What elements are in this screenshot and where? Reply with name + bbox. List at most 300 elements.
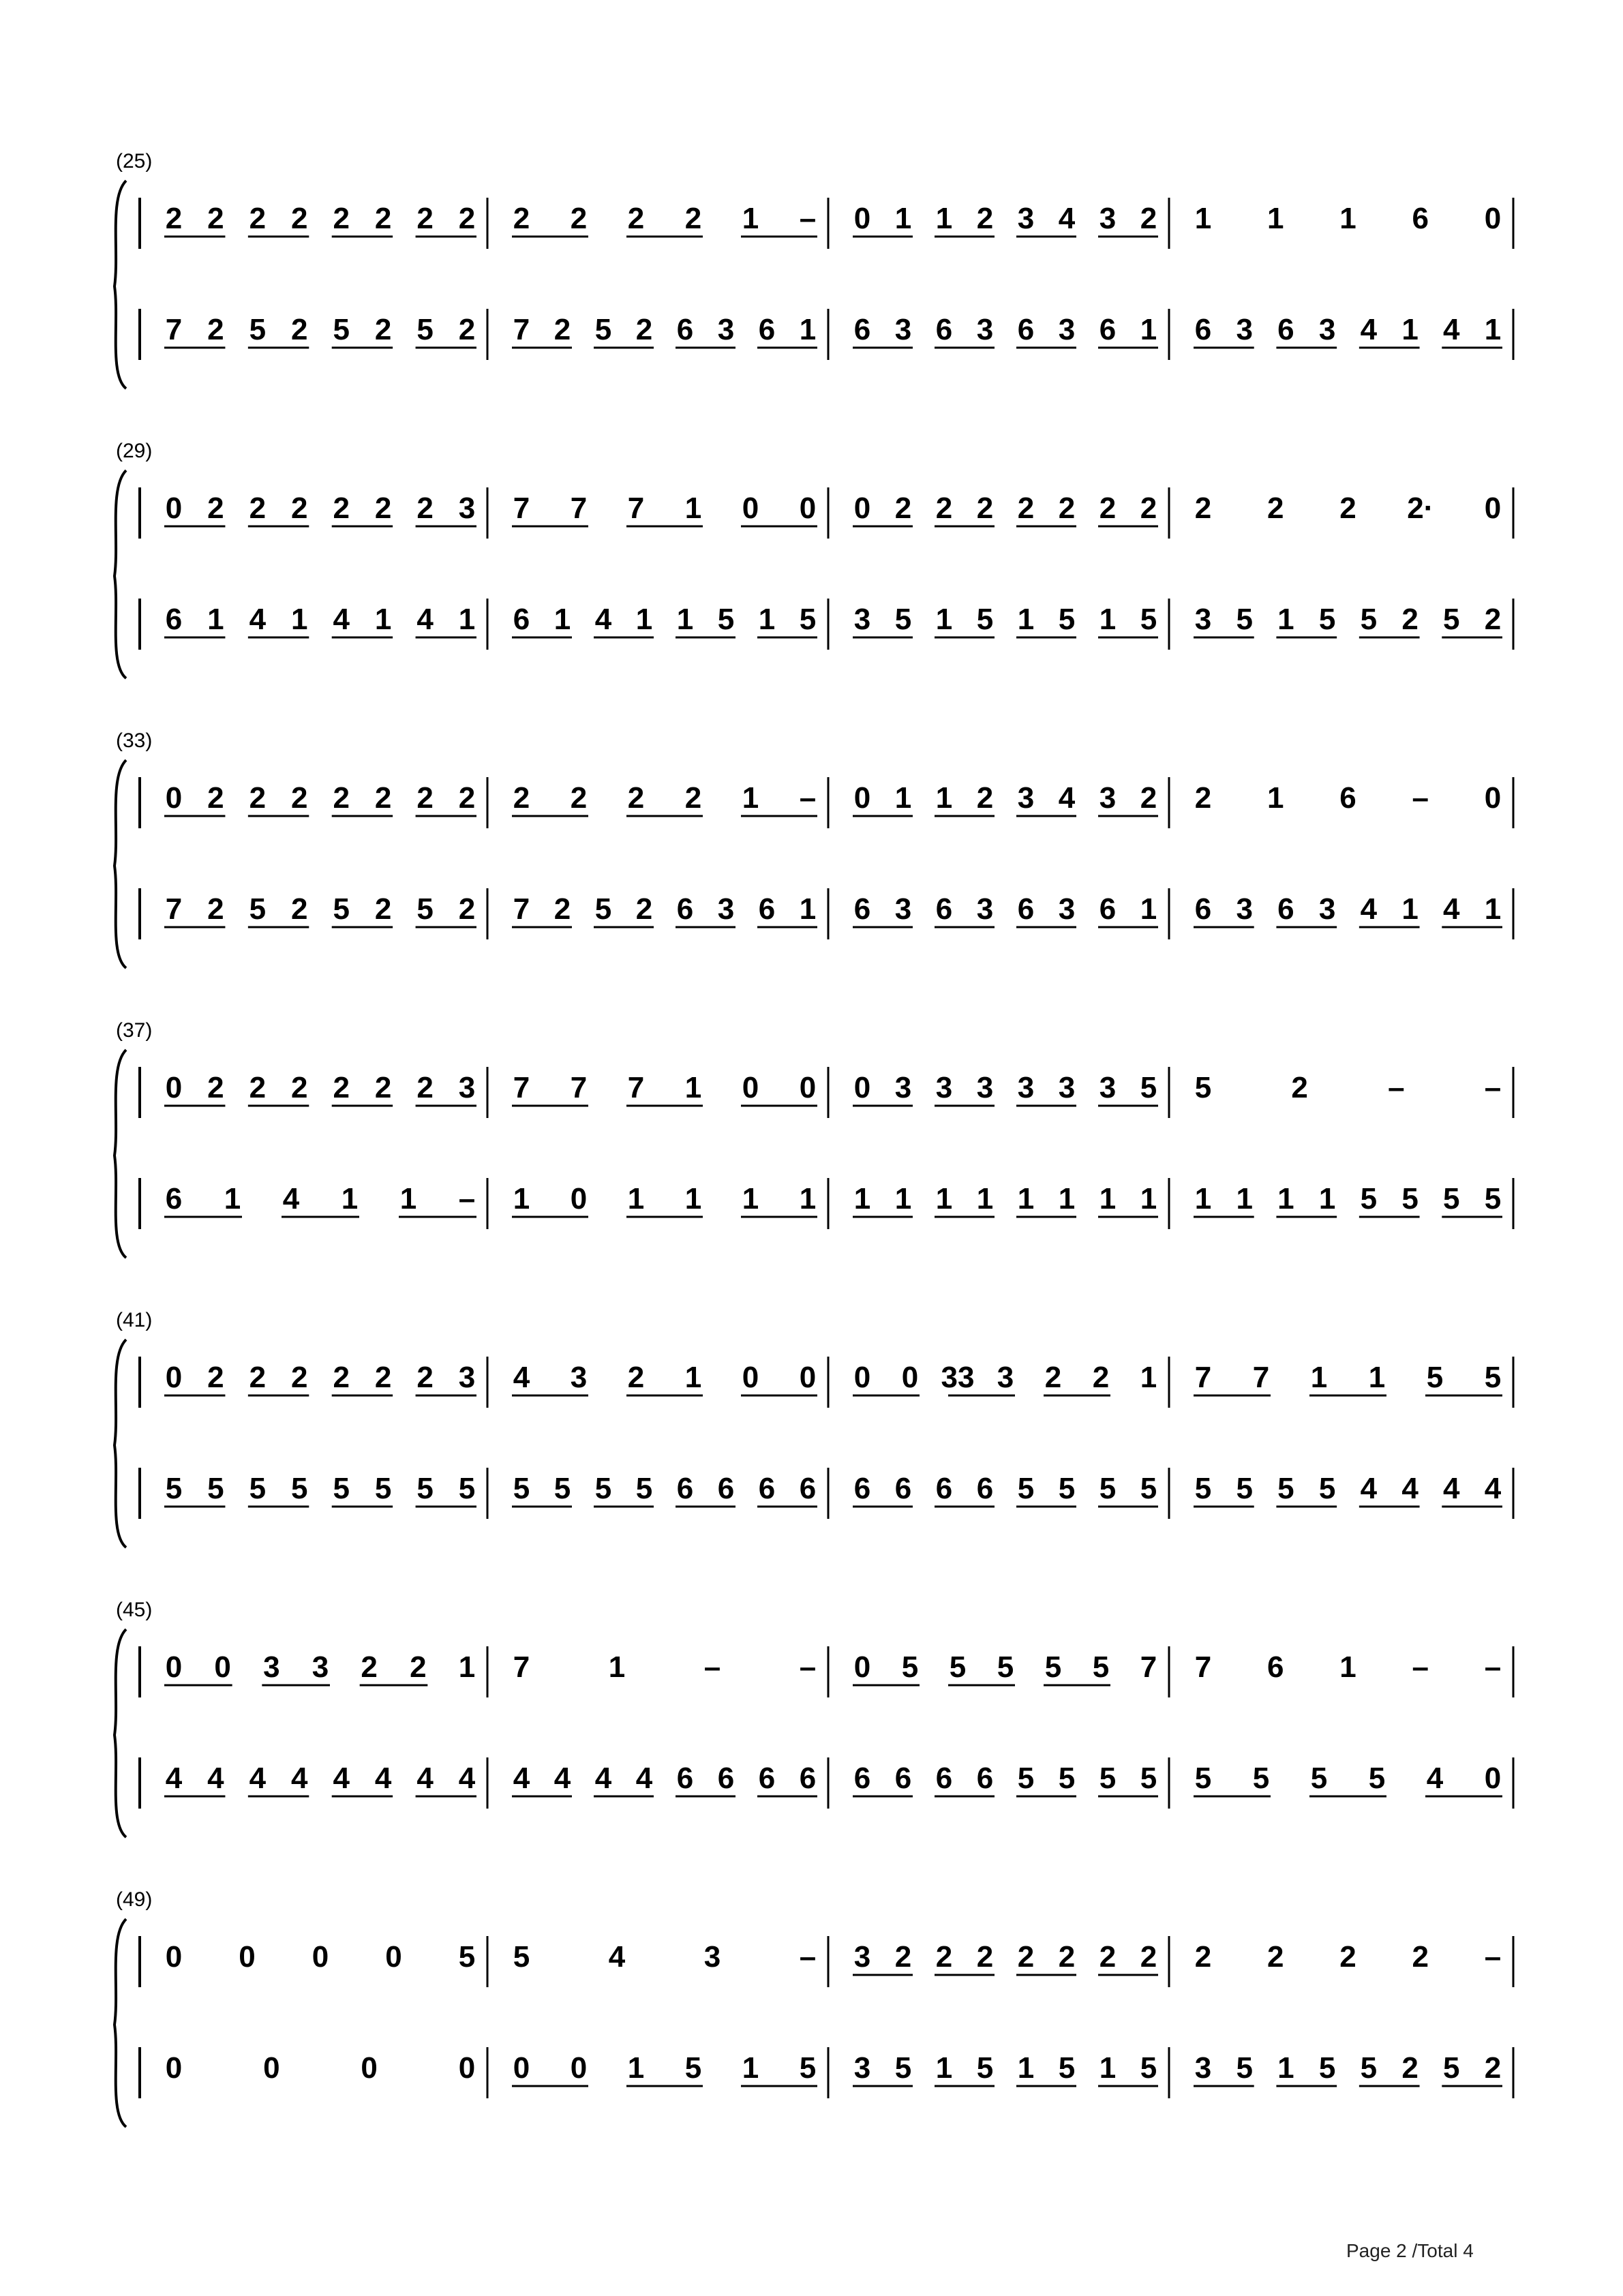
lower-note: 6 — [758, 313, 776, 346]
lower-note: 2 — [553, 313, 571, 346]
upper-note: 2 — [894, 492, 912, 525]
lower-note: 5 — [1140, 1472, 1157, 1505]
upper-note: 3 — [458, 1071, 476, 1104]
upper-note: 3 — [935, 1071, 953, 1104]
upper-note: 2 — [416, 781, 434, 815]
lower-note: 4 — [635, 1762, 653, 1795]
upper-note: 2 — [291, 781, 308, 815]
lower-note: 1 — [341, 1182, 359, 1215]
lower-note: 4 — [1360, 1472, 1378, 1505]
upper-note: 1 — [684, 1361, 702, 1394]
lower-note: 4 — [291, 1762, 308, 1795]
upper-note: 1 — [458, 1650, 476, 1684]
system — [0, 150, 1623, 409]
upper-note: 2 — [361, 1650, 378, 1684]
lower-note: 6 — [165, 1182, 183, 1215]
measure-number: (37) — [116, 1019, 153, 1042]
upper-note: 3 — [976, 1071, 994, 1104]
lower-note: 4 — [1484, 1472, 1502, 1505]
lower-note: 1 — [1277, 603, 1294, 636]
lower-note: 0 — [165, 2051, 183, 2085]
lower-note: 3 — [1194, 2051, 1212, 2085]
lower-note: 5 — [249, 313, 267, 346]
lower-note: 6 — [1277, 892, 1294, 926]
lower-note: 2 — [553, 892, 571, 926]
upper-note: 0 — [312, 1940, 329, 1974]
measure-number: (49) — [116, 1888, 153, 1911]
upper-note: 2 — [935, 1940, 953, 1974]
lower-note: 2 — [374, 313, 392, 346]
lower-note: 1 — [935, 603, 953, 636]
upper-note: 2 — [570, 202, 588, 235]
lower-note: 5 — [513, 1472, 530, 1505]
upper-note: 4 — [1058, 781, 1076, 815]
lower-note: 3 — [1318, 892, 1336, 926]
lower-note: 4 — [1401, 1472, 1419, 1505]
upper-note: 5 — [1140, 1071, 1157, 1104]
lower-note: 6 — [935, 892, 953, 926]
measure-number: (29) — [116, 440, 153, 462]
lower-note: 6 — [894, 1762, 912, 1795]
upper-note: 3 — [263, 1650, 280, 1684]
upper-note: – — [799, 781, 817, 815]
lower-note: 5 — [1140, 1762, 1157, 1795]
lower-note: 1 — [627, 2051, 645, 2085]
measure-number: (25) — [116, 150, 153, 172]
system-staff — [0, 1888, 1623, 2147]
upper-note: 0 — [239, 1940, 256, 1974]
lower-note: 2 — [1401, 603, 1419, 636]
upper-note: 5 — [513, 1940, 530, 1974]
upper-note: 6 — [1339, 781, 1356, 815]
lower-note: 1 — [1140, 313, 1157, 346]
upper-note: 2 — [333, 1361, 350, 1394]
system — [0, 1019, 1623, 1278]
lower-note: 6 — [1194, 892, 1212, 926]
upper-note: 0 — [853, 492, 871, 525]
upper-note: 1 — [1310, 1361, 1328, 1394]
lower-note: 1 — [799, 313, 817, 346]
upper-note: – — [1484, 1071, 1502, 1104]
lower-note: 4 — [333, 603, 350, 636]
lower-note: 0 — [570, 1182, 588, 1215]
upper-note: 0 — [165, 1650, 183, 1684]
upper-note: 2 — [249, 1361, 267, 1394]
upper-note: – — [1412, 781, 1429, 815]
lower-note: 5 — [553, 1472, 571, 1505]
upper-note: 4 — [608, 1940, 626, 1974]
lower-note: 4 — [1443, 1472, 1460, 1505]
lower-note: 6 — [799, 1472, 817, 1505]
lower-note: 1 — [374, 603, 392, 636]
upper-note: 3 — [1099, 1071, 1117, 1104]
upper-note: 2 — [1194, 1940, 1212, 1974]
lower-note: 1 — [1099, 1182, 1117, 1215]
upper-note: 0 — [799, 1071, 817, 1104]
upper-note: 1 — [1339, 1650, 1356, 1684]
upper-note: 3 — [312, 1650, 329, 1684]
lower-note: 4 — [513, 1762, 530, 1795]
lower-note: 4 — [1360, 892, 1378, 926]
lower-note: 1 — [742, 2051, 759, 2085]
lower-note: 5 — [1318, 2051, 1336, 2085]
lower-note: 1 — [399, 1182, 417, 1215]
system-staff — [0, 1599, 1623, 1858]
upper-note: 7 — [513, 492, 530, 525]
lower-note: 1 — [976, 1182, 994, 1215]
lower-note: 1 — [1318, 1182, 1336, 1215]
lower-note: 5 — [374, 1472, 392, 1505]
lower-note: 1 — [1484, 313, 1502, 346]
lower-note: 1 — [1277, 1182, 1294, 1215]
lower-note: 6 — [717, 1762, 735, 1795]
upper-note: 1 — [684, 1071, 702, 1104]
lower-note: 6 — [853, 892, 871, 926]
upper-note: 2 — [1017, 1940, 1035, 1974]
lower-note: 4 — [249, 603, 267, 636]
lower-note: 6 — [1017, 892, 1035, 926]
upper-note: 0 — [742, 1071, 759, 1104]
lower-note: 5 — [1058, 2051, 1076, 2085]
staff-brace — [115, 1629, 126, 1837]
upper-note: 1 — [1267, 781, 1284, 815]
upper-note: 2 — [570, 781, 588, 815]
lower-note: 1 — [799, 1182, 817, 1215]
lower-note: 6 — [165, 603, 183, 636]
upper-note: 2 — [291, 202, 308, 235]
upper-note: 2 — [513, 202, 530, 235]
upper-note: 2 — [410, 1650, 427, 1684]
upper-note: 7 — [627, 1071, 645, 1104]
lower-note: 6 — [853, 313, 871, 346]
upper-note: 2 — [416, 1361, 434, 1394]
lower-note: 4 — [1426, 1762, 1444, 1795]
upper-note: 2 — [207, 781, 224, 815]
lower-note: 6 — [935, 1472, 953, 1505]
lower-note: 5 — [799, 603, 817, 636]
upper-note: 2 — [513, 781, 530, 815]
lower-note: 1 — [1140, 892, 1157, 926]
lower-note: 2 — [374, 892, 392, 926]
lower-note: 5 — [1360, 603, 1378, 636]
lower-note: 6 — [1099, 892, 1117, 926]
lower-note: 6 — [676, 1472, 694, 1505]
lower-note: 5 — [333, 892, 350, 926]
upper-note: 2 — [249, 781, 267, 815]
lower-note: 6 — [758, 1762, 776, 1795]
system — [0, 1309, 1623, 1568]
staff-brace — [115, 1340, 126, 1547]
upper-note: 1 — [742, 781, 759, 815]
upper-note: 2 — [333, 202, 350, 235]
lower-note: 4 — [594, 1762, 612, 1795]
upper-note: 2 — [374, 492, 392, 525]
upper-note: 6 — [1267, 1650, 1284, 1684]
staff-brace — [115, 760, 126, 968]
lower-note: 6 — [853, 1762, 871, 1795]
upper-note: 0 — [385, 1940, 402, 1974]
lower-note: 4 — [1443, 892, 1460, 926]
lower-note: 4 — [458, 1762, 476, 1795]
lower-note: 5 — [1401, 1182, 1419, 1215]
upper-note: 2 — [416, 492, 434, 525]
system-staff — [0, 729, 1623, 988]
lower-note: 1 — [684, 1182, 702, 1215]
upper-note: 5 — [1484, 1361, 1502, 1394]
lower-note: 3 — [853, 2051, 871, 2085]
lower-note: 3 — [1058, 313, 1076, 346]
lower-note: 5 — [1140, 2051, 1157, 2085]
upper-note: 0 — [853, 1650, 871, 1684]
lower-note: 0 — [513, 2051, 530, 2085]
lower-note: 4 — [416, 1762, 434, 1795]
lower-note: 5 — [1017, 1762, 1035, 1795]
upper-note: 2 — [207, 1361, 224, 1394]
upper-note: 3 — [703, 1940, 721, 1974]
system — [0, 440, 1623, 699]
lower-note: 5 — [717, 603, 735, 636]
upper-note: 0 — [853, 781, 871, 815]
lower-note: 4 — [594, 603, 612, 636]
upper-note: 2 — [249, 1071, 267, 1104]
upper-note: 2 — [1058, 1940, 1076, 1974]
upper-note: 2 — [333, 492, 350, 525]
staff-brace — [115, 1050, 126, 1258]
lower-note: 5 — [1236, 2051, 1253, 2085]
upper-note: 2 — [207, 492, 224, 525]
upper-note: 1 — [1267, 202, 1284, 235]
lower-note: 3 — [853, 603, 871, 636]
lower-note: 1 — [1017, 1182, 1035, 1215]
system-staff — [0, 1019, 1623, 1278]
upper-note: 0 — [853, 1071, 871, 1104]
lower-note: 5 — [894, 603, 912, 636]
upper-note: 2 — [416, 1071, 434, 1104]
upper-note: 1 — [894, 781, 912, 815]
lower-note: 5 — [333, 1472, 350, 1505]
upper-note: 5 — [949, 1650, 967, 1684]
upper-note: – — [799, 202, 817, 235]
lower-note: 5 — [1058, 603, 1076, 636]
lower-note: 3 — [1236, 313, 1253, 346]
upper-note: 2 — [1017, 492, 1035, 525]
lower-note: 1 — [935, 2051, 953, 2085]
upper-note: 7 — [1194, 1650, 1212, 1684]
upper-note: 3 — [458, 1361, 476, 1394]
upper-note: 0 — [214, 1650, 231, 1684]
upper-note: 2 — [976, 781, 994, 815]
lower-note: 1 — [799, 892, 817, 926]
lower-note: 6 — [935, 1762, 953, 1795]
upper-note: 0 — [1484, 492, 1502, 525]
upper-note: 7 — [570, 492, 588, 525]
upper-note: 6 — [1412, 202, 1429, 235]
lower-note: 5 — [1360, 2051, 1378, 2085]
upper-note: 5 — [1092, 1650, 1110, 1684]
upper-note: 2 — [291, 1361, 308, 1394]
upper-note: 2 — [333, 1071, 350, 1104]
lower-note: 2 — [1401, 2051, 1419, 2085]
upper-note: 2 — [291, 492, 308, 525]
lower-note: 5 — [458, 1472, 476, 1505]
upper-note: 2· — [1407, 492, 1434, 525]
upper-note: 1 — [1339, 202, 1356, 235]
upper-note: 2 — [1339, 492, 1356, 525]
lower-note: 1 — [1099, 2051, 1117, 2085]
lower-note: 4 — [1443, 313, 1460, 346]
upper-note: – — [1388, 1071, 1405, 1104]
upper-note: 2 — [894, 1940, 912, 1974]
lower-note: 4 — [249, 1762, 267, 1795]
lower-note: 1 — [935, 1182, 953, 1215]
lower-note: 0 — [1484, 1762, 1502, 1795]
upper-note: – — [799, 1650, 817, 1684]
upper-note: 2 — [935, 492, 953, 525]
system-staff — [0, 440, 1623, 699]
lower-note: 7 — [165, 313, 183, 346]
upper-note: 2 — [1044, 1361, 1062, 1394]
upper-note: 2 — [165, 202, 183, 235]
upper-note: 3 — [1099, 781, 1117, 815]
upper-note: 3 — [570, 1361, 588, 1394]
lower-note: 5 — [207, 1472, 224, 1505]
lower-note: 2 — [458, 892, 476, 926]
upper-note: 2 — [458, 202, 476, 235]
lower-note: 7 — [165, 892, 183, 926]
lower-note: 5 — [1236, 603, 1253, 636]
lower-note: 5 — [416, 892, 434, 926]
upper-note: 2 — [976, 1940, 994, 1974]
upper-note: 3 — [458, 492, 476, 525]
upper-note: 3 — [1099, 202, 1117, 235]
lower-note: 5 — [416, 313, 434, 346]
upper-note: 2 — [1140, 202, 1157, 235]
upper-note: 1 — [1194, 202, 1212, 235]
measure-number: (45) — [116, 1599, 153, 1621]
upper-note: 1 — [1368, 1361, 1386, 1394]
lower-note: 6 — [799, 1762, 817, 1795]
lower-note: 4 — [416, 603, 434, 636]
lower-note: 5 — [249, 1472, 267, 1505]
lower-note: 5 — [594, 892, 612, 926]
upper-note: 2 — [374, 202, 392, 235]
lower-note: 5 — [976, 2051, 994, 2085]
staff-brace — [115, 1919, 126, 2127]
lower-note: 1 — [224, 1182, 241, 1215]
lower-note: 5 — [1310, 1762, 1328, 1795]
upper-note: 2 — [1140, 492, 1157, 525]
lower-note: 5 — [249, 892, 267, 926]
upper-note: 1 — [742, 202, 759, 235]
upper-note: 0 — [853, 202, 871, 235]
lower-note: 1 — [458, 603, 476, 636]
lower-note: 1 — [742, 1182, 759, 1215]
lower-note: 5 — [1194, 1472, 1212, 1505]
lower-note: 1 — [291, 603, 308, 636]
lower-note: 6 — [1099, 313, 1117, 346]
lower-note: 2 — [1484, 603, 1502, 636]
lower-note: 6 — [676, 892, 694, 926]
lower-note: 2 — [635, 892, 653, 926]
lower-note: 0 — [570, 2051, 588, 2085]
system — [0, 729, 1623, 988]
upper-note: 2 — [1194, 492, 1212, 525]
upper-note: 2 — [207, 1071, 224, 1104]
lower-note: 6 — [1277, 313, 1294, 346]
upper-note: 1 — [608, 1650, 626, 1684]
upper-note: 2 — [1291, 1071, 1308, 1104]
lower-note: 1 — [1099, 603, 1117, 636]
upper-note: 2 — [1099, 492, 1117, 525]
lower-note: 3 — [894, 892, 912, 926]
upper-note: 5 — [997, 1650, 1014, 1684]
lower-note: 2 — [291, 892, 308, 926]
upper-note: 3 — [1017, 1071, 1035, 1104]
lower-note: 5 — [1058, 1472, 1076, 1505]
upper-note: – — [1412, 1650, 1429, 1684]
upper-note: 5 — [1426, 1361, 1444, 1394]
measure-number: (33) — [116, 729, 153, 752]
lower-note: 1 — [553, 603, 571, 636]
lower-note: 2 — [291, 313, 308, 346]
lower-note: – — [458, 1182, 476, 1215]
lower-note: 1 — [853, 1182, 871, 1215]
upper-note: 3 — [1017, 781, 1035, 815]
lower-note: 5 — [1277, 1472, 1294, 1505]
upper-note: 2 — [1339, 1940, 1356, 1974]
lower-note: 0 — [361, 2051, 378, 2085]
lower-note: 7 — [513, 892, 530, 926]
lower-note: 5 — [1236, 1472, 1253, 1505]
upper-note: 2 — [1058, 492, 1076, 525]
upper-note: 4 — [513, 1361, 530, 1394]
lower-note: 1 — [1058, 1182, 1076, 1215]
upper-note: – — [1484, 1650, 1502, 1684]
upper-note: 5 — [1194, 1071, 1212, 1104]
upper-note: 0 — [165, 492, 183, 525]
lower-note: 1 — [894, 1182, 912, 1215]
lower-note: 5 — [684, 2051, 702, 2085]
lower-note: 1 — [758, 603, 776, 636]
lower-note: 5 — [594, 1472, 612, 1505]
upper-note: 5 — [458, 1940, 476, 1974]
lower-note: 3 — [1058, 892, 1076, 926]
upper-note: 2 — [291, 1071, 308, 1104]
lower-note: 4 — [165, 1762, 183, 1795]
lower-note: 5 — [165, 1472, 183, 1505]
lower-note: 6 — [976, 1762, 994, 1795]
upper-note: 3 — [894, 1071, 912, 1104]
lower-note: 5 — [1443, 603, 1460, 636]
upper-note: 0 — [165, 1940, 183, 1974]
upper-note: 2 — [627, 781, 645, 815]
upper-note: 3 — [997, 1361, 1014, 1394]
lower-note: 5 — [1252, 1762, 1270, 1795]
lower-note: 3 — [717, 892, 735, 926]
upper-note: 1 — [1140, 1361, 1157, 1394]
upper-note: 0 — [165, 1071, 183, 1104]
lower-note: 6 — [513, 603, 530, 636]
upper-note: 2 — [1194, 781, 1212, 815]
lower-note: 1 — [1484, 892, 1502, 926]
upper-note: 0 — [799, 1361, 817, 1394]
upper-note: 1 — [935, 781, 953, 815]
upper-note: 0 — [799, 492, 817, 525]
upper-note: 7 — [513, 1650, 530, 1684]
lower-note: 2 — [207, 313, 224, 346]
lower-note: 5 — [1318, 1472, 1336, 1505]
lower-note: 3 — [1194, 603, 1212, 636]
